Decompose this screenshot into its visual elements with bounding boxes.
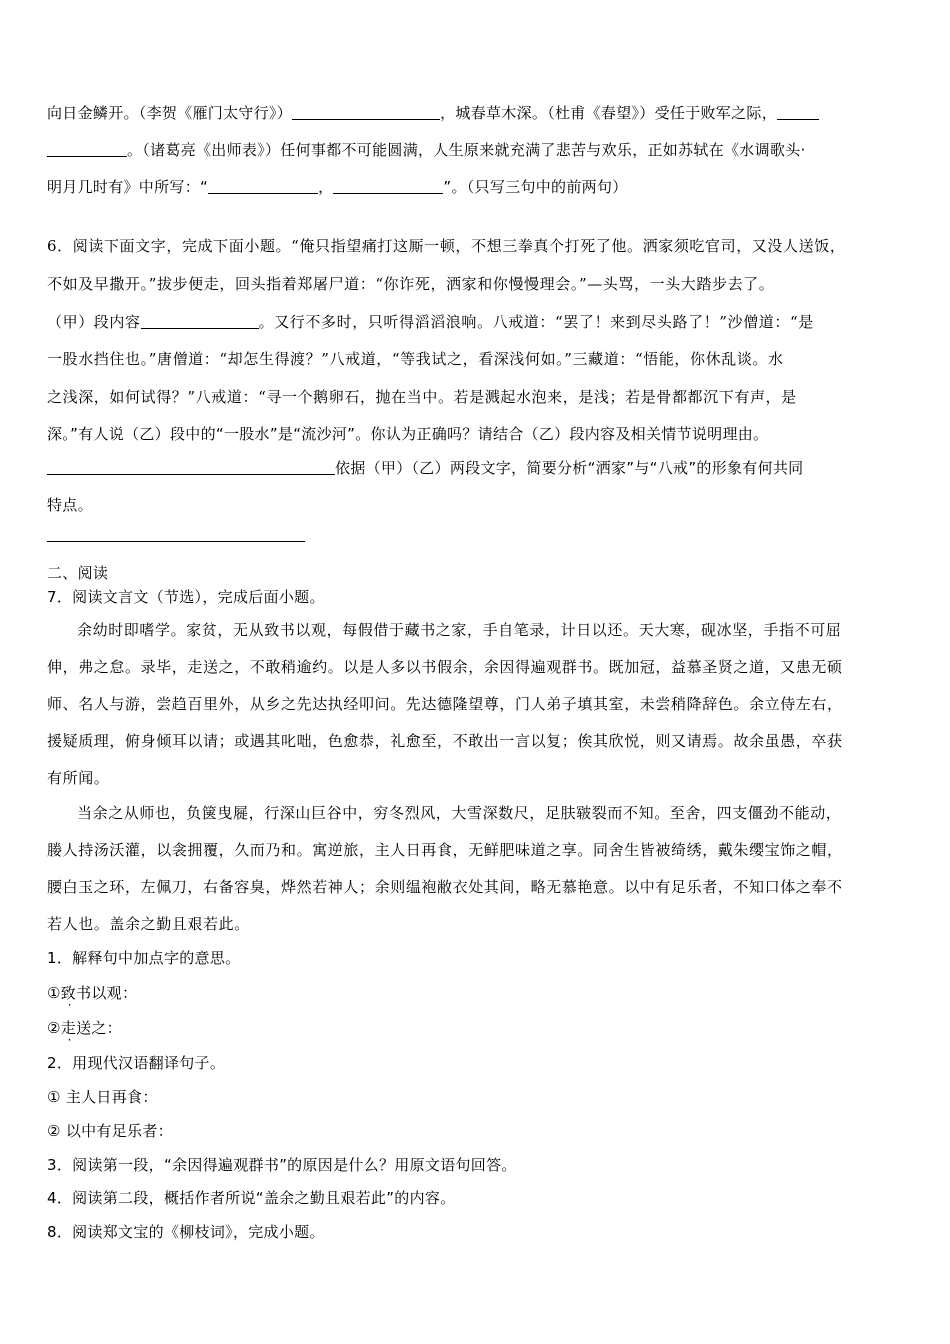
passage-p1-line: 伸，弗之怠。录毕，走送之，不敢稍逾约。以是人多以书假余，余因得遍观群书。既加冠，益慕圣贤之道，又患无硕 <box>47 658 843 676</box>
circle-number: ① <box>47 984 61 1002</box>
answer-line[interactable] <box>47 541 305 542</box>
sub-question-1b <box>47 1018 907 1038</box>
sub-text: 书以观： <box>76 984 138 1002</box>
q5-text: ，城春草木深。（杜甫《春望》）受任于败军之际， <box>440 104 778 122</box>
sub-question-2a: ① 主人日再食： <box>47 1088 158 1106</box>
q8-intro: 8．阅读郑文宝的《柳枝词》，完成小题。 <box>47 1223 325 1241</box>
passage-p2-line: 媵人持汤沃灌，以衾拥覆，久而乃和。寓逆旅，主人日再食，无鲜肥味道之享。同舍生皆被绮绣，戴朱缨宝饰之帽， <box>47 841 843 859</box>
answer-blank[interactable] <box>208 177 318 194</box>
passage-p1-line: 师、名人与游，尝趋百里外，从乡之先达执经叩问。先达德隆望尊，门人弟子填其室，未尝稍降辞色。余立侍左右， <box>47 695 843 713</box>
q6-text: 依据（甲）（乙）两段文字，简要分析“洒家”与“八戒”的形象有何共同 <box>335 459 804 477</box>
passage-p2-line: 当余之从师也，负箧曳屣，行深山巨谷中，穷冬烈风，大雪深数尺，足肤皲裂而不知。至舍，四支僵劲不能动， <box>77 804 842 822</box>
answer-blank[interactable] <box>333 177 443 194</box>
q6-line-8: 特点。 <box>47 496 93 514</box>
q6-text: （甲）段内容 <box>47 313 141 331</box>
dotted-char: 走 <box>60 1019 77 1037</box>
sub-question-2: 2．用现代汉语翻译句子。 <box>47 1054 226 1072</box>
sub-question-2b: ② 以中有足乐者： <box>47 1122 173 1140</box>
q6-line-2: 不如及早撒开。”拔步便走，回头指着郑屠尸道：“你诈死，洒家和你慢慢理会。”—头骂，一头大踏步去了。 <box>47 275 775 293</box>
answer-blank[interactable] <box>292 103 440 120</box>
q6-line-1: 6．阅读下面文字，完成下面小题。“俺只指望痛打这厮一顿，不想三拳真个打死了他。洒家须吃官司，又没人送饭， <box>47 237 846 255</box>
q5-line-3 <box>47 177 907 197</box>
passage-p1-line: 余幼时即嗜学。家贫，无从致书以观，每假借于藏书之家，手自笔录，计日以还。天大寒，砚冰坚，手指不可屈 <box>77 621 842 639</box>
passage-p2-line: 腰白玉之环，左佩刀，右备容臭，烨然若神人；余则缊袍敝衣处其间，略无慕艳意。以中有足乐者，不知口体之奉不 <box>47 878 843 896</box>
dotted-char: 致 <box>60 984 77 1002</box>
answer-blank[interactable] <box>47 140 127 157</box>
section-heading: 二、阅读 <box>47 564 109 582</box>
q5-line-2 <box>47 140 907 160</box>
q5-text: 明月几时有》中所写：“ <box>47 178 209 196</box>
q6-line-6: 深。”有人说（乙）段中的“一股水”是“流沙河”。你认为正确吗？请结合（乙）段内容及相关情节说明理由。 <box>47 425 769 443</box>
q5-text: 向日金鳞开。（李贺《雁门太守行》） <box>47 104 293 122</box>
passage-p1-line: 援疑质理，俯身倾耳以请；或遇其叱咄，色愈恭，礼愈至，不敢出一言以复；俟其欣悦，则又请焉。故余虽愚，卒获 <box>47 732 843 750</box>
sub-question-4: 4．阅读第二段，概括作者所说“盖余之勤且艰若此”的内容。 <box>47 1189 456 1207</box>
q5-text: 。（诸葛亮《出师表》）任何事都不可能圆满，人生原来就充满了悲苦与欢乐，正如苏轼在《水调歌头· <box>127 141 806 159</box>
q6-line-4: 一股水挡住也。”唐僧道：“却怎生得渡？”八戒道，“等我试之，看深浅何如。”三藏道：“悟能，你休乱谈。水 <box>47 350 784 368</box>
answer-blank[interactable] <box>777 103 819 120</box>
q7-intro: 7．阅读文言文（节选），完成后面小题。 <box>47 588 325 606</box>
q6-line-7 <box>47 458 907 478</box>
q6-text: 。又行不多时，只听得滔滔浪响。八戒道：“罢了！来到尽头路了！”沙僧道：“是 <box>258 313 814 331</box>
answer-blank[interactable] <box>141 312 259 329</box>
passage-p2-line: 若人也。盖余之勤且艰若此。 <box>47 915 250 933</box>
sub-question-1a <box>47 983 907 1003</box>
q5-line-1 <box>47 103 907 123</box>
q5-text: ”。（只写三句中的前两句） <box>443 178 628 196</box>
answer-blank[interactable] <box>47 458 335 475</box>
sub-question-3: 3．阅读第一段，“余因得遍观群书”的原因是什么？用原文语句回答。 <box>47 1156 517 1174</box>
sub-text: 送之： <box>76 1019 122 1037</box>
q5-text: ， <box>318 178 334 196</box>
passage-p1-line: 有所闻。 <box>47 769 110 787</box>
q6-line-3 <box>47 312 907 332</box>
sub-question-1: 1．解释句中加点字的意思。 <box>47 949 241 967</box>
circle-number: ② <box>47 1019 61 1037</box>
q6-line-5: 之浅深，如何试得？”八戒道：“寻一个鹅卵石，抛在当中。若是溅起水泡来，是浅；若是骨都都沉下有声，是 <box>47 388 797 406</box>
